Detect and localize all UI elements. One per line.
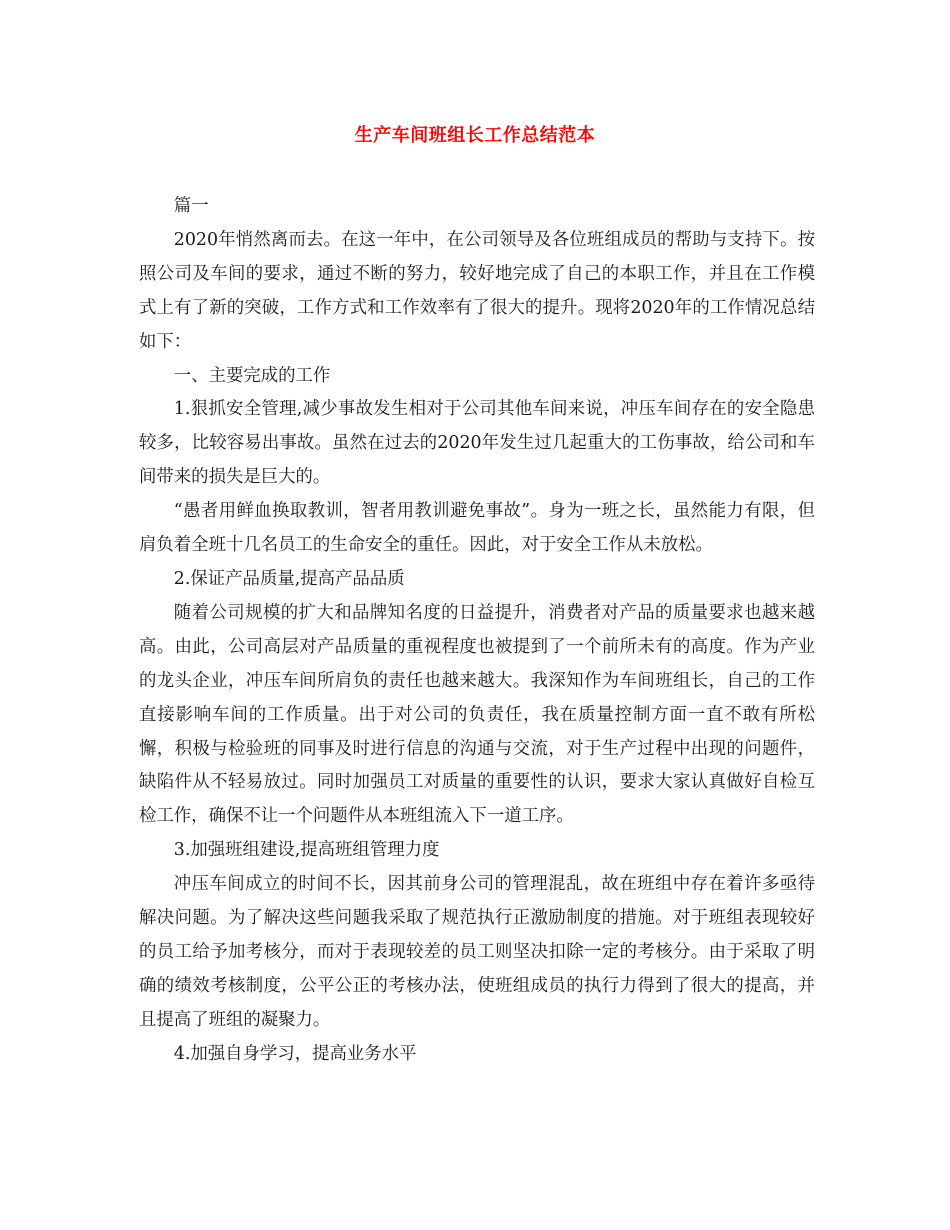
- section-heading-part-one: 篇一: [173, 196, 209, 216]
- subheading-product-quality: 2.保证产品质量,提高产品品质: [173, 568, 405, 589]
- section-heading-main-work: 一、主要完成的工作: [173, 365, 331, 386]
- paragraph-safety-quote: “愚者用鲜血换取教训，智者用教训避免事故”。身为一班之长，虽然能力有限，但肩负着全班十几名员工的生命安全的重任。因此，对于安全工作从未放松。: [139, 501, 815, 556]
- paragraph-team-building: 冲压车间成立的时间不长，因其前身公司的管理混乱，故在班组中存在着许多亟待解决问题。为了解决这些问题我采取了规范执行正激励制度的措施。对于班组表现较好的员工给予加考核分，而对于表现较差的员工则坚决扣除一定的考核分。由于采取了明确的绩效考核制度，公平公正的考核办法，使班组成员的执行力得到了很大的提高，并且提高了班组的凝聚力。: [139, 874, 815, 1030]
- paragraph-intro: 2020年悄然离而去。在这一年中，在公司领导及各位班组成员的帮助与支持下。按照公司及车间的要求，通过不断的努力，较好地完成了自己的本职工作，并且在工作模式上有了新的突破，工作方式和工作效率有了很大的提升。现将2020年的工作情况总结如下：: [139, 229, 815, 352]
- document-title: 生产车间班组长工作总结范本: [354, 125, 596, 146]
- document-body: [139, 190, 815, 1072]
- subheading-self-learning: 4.加强自身学习，提高业务水平: [173, 1043, 417, 1064]
- paragraph-safety-management: 1.狠抓安全管理,减少事故发生相对于公司其他车间来说，冲压车间存在的安全隐患较多，比较容易出事故。虽然在过去的2020年发生过几起重大的工伤事故，给公司和车间带来的损失是巨大的。: [139, 399, 815, 488]
- paragraph-product-quality: 随着公司规模的扩大和品牌知名度的日益提升，消费者对产品的质量要求也越来越高。由此，公司高层对产品质量的重视程度也被提到了一个前所未有的高度。作为产业的龙头企业，冲压车间所肩负的责任也越来越大。我深知作为车间班组长，自己的工作直接影响车间的工作质量。出于对公司的负责任，我在质量控制方面一直不敢有所松懈，积极与检验班的同事及时进行信息的沟通与交流，对于生产过程中出现的问题件，缺陷件从不轻易放过。同时加强员工对质量的重要性的认识，要求大家认真做好自检互检工作，确保不让一个问题件从本班组流入下一道工序。: [139, 602, 815, 827]
- subheading-team-building: 3.加强班组建设,提高班组管理力度: [173, 840, 440, 861]
